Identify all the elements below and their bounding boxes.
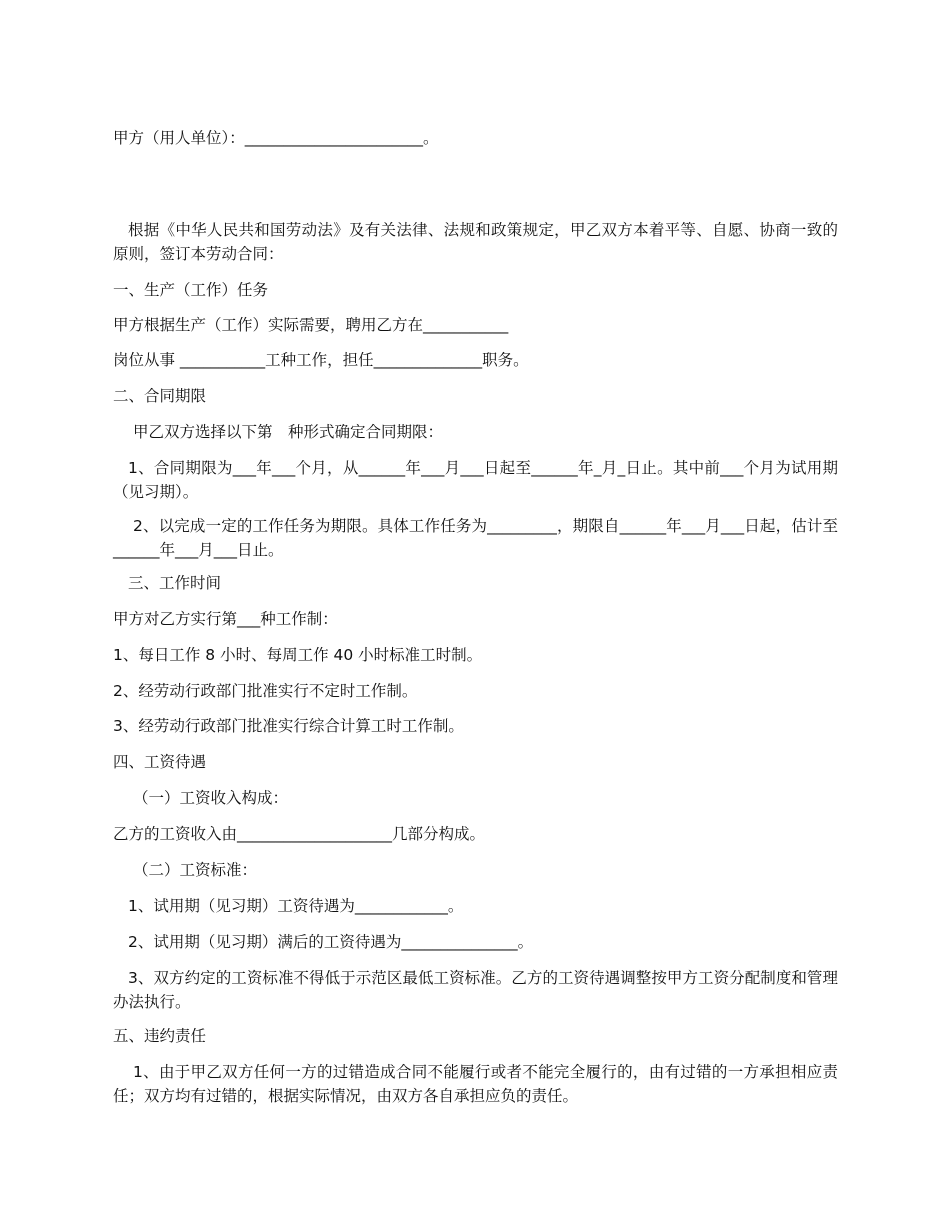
section-3-intro: 甲方对乙方实行第___种工作制： bbox=[113, 610, 338, 628]
section-4-sub-1: （一）工资收入构成： bbox=[133, 789, 289, 807]
section-5-heading: 五、违约责任 bbox=[113, 1027, 207, 1045]
section-2-heading: 二、合同期限 bbox=[113, 387, 207, 405]
section-3-heading: 三、工作时间 bbox=[128, 574, 222, 592]
section-1-heading: 一、生产（工作）任务 bbox=[113, 281, 269, 299]
section-4-item-2: 2、试用期（见习期）满后的工资待遇为_______________。 bbox=[128, 933, 534, 951]
section-3-item-1: 1、每日工作 8 小时、每周工作 40 小时标准工时制。 bbox=[113, 646, 483, 664]
section-3-item-2: 2、经劳动行政部门批准实行不定时工作制。 bbox=[113, 682, 418, 700]
intro-paragraph: 根据《中华人民共和国劳动法》及有关法律、法规和政策规定，甲乙双方本着平等、自愿、协商一致的原则，签订本劳动合同： bbox=[113, 221, 838, 263]
section-5-item-1: 1、由于甲乙双方任何一方的过错造成合同不能履行或者不能完全履行的，由有过错的一方承担相应责任；双方均有过错的，根据实际情况，由双方各自承担应负的责任。 bbox=[113, 1063, 838, 1105]
section-4-sub-1-text: 乙方的工资收入由____________________几部分构成。 bbox=[113, 825, 486, 843]
party-a-line: 甲方（用人单位）：_______________________。 bbox=[113, 129, 439, 147]
section-1-line-2: 岗位从事 ___________工种工作，担任______________职务。 bbox=[113, 351, 529, 369]
section-3-item-3: 3、经劳动行政部门批准实行综合计算工时工作制。 bbox=[113, 717, 464, 735]
section-4-item-3: 3、双方约定的工资标准不得低于示范区最低工资标准。乙方的工资待遇调整按甲方工资分配制度和管理办法执行。 bbox=[113, 969, 838, 1011]
section-2-item-1: 1、合同期限为___年___个月，从______年___月___日起至______年_月_日止。其中前___个月为试用期（见习期）。 bbox=[113, 459, 838, 501]
section-2-item-2: 2、以完成一定的工作任务为期限。具体工作任务为_________，期限自______年___月___日起，估计至______年___月___日止。 bbox=[113, 517, 838, 559]
section-4-item-1: 1、试用期（见习期）工资待遇为____________。 bbox=[128, 897, 464, 915]
section-4-heading: 四、工资待遇 bbox=[113, 753, 207, 771]
section-1-line-1: 甲方根据生产（工作）实际需要，聘用乙方在___________ bbox=[113, 316, 509, 334]
section-2-intro: 甲乙双方选择以下第 种形式确定合同期限： bbox=[133, 423, 444, 441]
section-4-sub-2: （二）工资标准： bbox=[133, 861, 258, 879]
